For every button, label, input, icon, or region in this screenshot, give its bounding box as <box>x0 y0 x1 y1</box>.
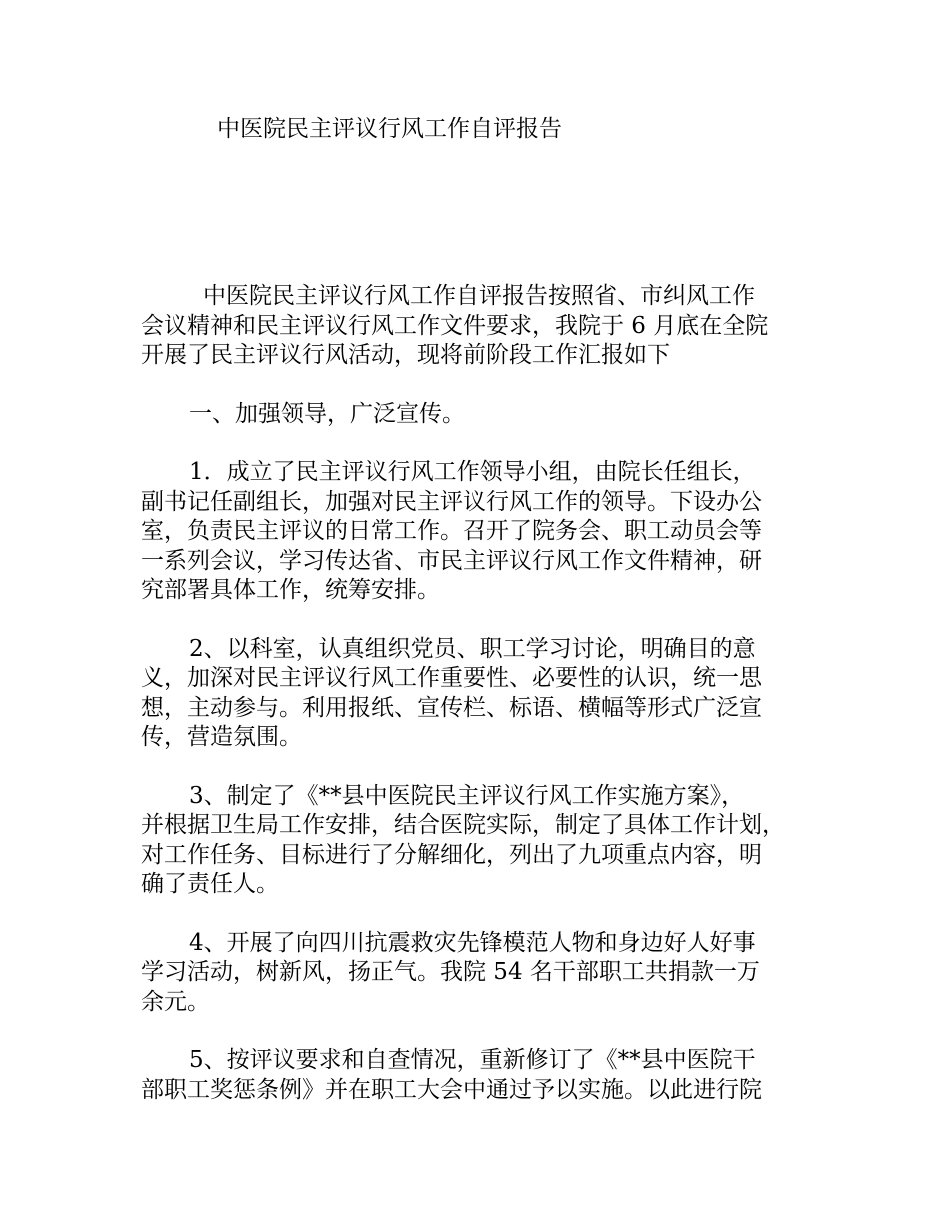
section-heading <box>141 400 841 430</box>
paragraph-line: 开展了民主评议行风活动，现将前阶段工作汇报如下 <box>141 342 670 368</box>
paragraph-line: 1．成立了民主评议行风工作领导小组，由院长任组长， <box>189 459 756 485</box>
paragraph-line: 一系列会议，学习传达省、市民主评议行风工作文件精神，研 <box>141 547 762 574</box>
paragraph-line: 究部署具体工作，统筹安排。 <box>141 577 440 603</box>
paragraph-line: 学习活动，树新风，扬正气。我院 54 名干部职工共捐款一万 <box>141 959 760 985</box>
paragraph-item-2 <box>141 635 841 753</box>
paragraph-line: 义，加深对民主评议行风工作重要性、必要性的认识，统一思 <box>141 665 762 691</box>
paragraph-item-4 <box>141 929 841 1018</box>
paragraph-line: 副书记任副组长，加强对民主评议行风工作的领导。下设办公 <box>141 488 762 515</box>
paragraph-line: 余元。 <box>141 988 210 1015</box>
paragraph-line: 传，营造氛围。 <box>141 724 302 750</box>
paragraph-line: 室，负责民主评议的日常工作。召开了院务会、职工动员会等 <box>141 518 762 544</box>
paragraph-line: 2、以科室，认真组织党员、职工学习讨论，明确目的意 <box>189 635 756 662</box>
paragraph-line: 并根据卫生局工作安排，结合医院实际，制定了具体工作计划， <box>141 812 785 838</box>
document-title: 中医院民主评议行风工作自评报告 <box>217 116 562 142</box>
paragraph-line: 中医院民主评议行风工作自评报告按照省、市纠风工作 <box>203 283 755 309</box>
paragraph-line: 5、按评议要求和自查情况，重新修订了《**县中医院干 <box>189 1047 756 1073</box>
paragraph-item-3 <box>141 782 841 900</box>
paragraph-line: 想，主动参与。利用报纸、宣传栏、标语、横幅等形式广泛宣 <box>141 694 762 721</box>
paragraph-line: 对工作任务、目标进行了分解细化，列出了九项重点内容，明 <box>141 841 762 868</box>
paragraph-item-1 <box>141 458 841 606</box>
paragraph-intro <box>141 282 841 371</box>
paragraph-line: 3、制定了《**县中医院民主评议行风工作实施方案》， <box>189 782 745 809</box>
paragraph-line: 4、开展了向四川抗震救灾先锋模范人物和身边好人好事 <box>189 929 756 956</box>
document-body <box>141 282 841 1134</box>
paragraph-line: 一、加强领导，广泛宣传。 <box>189 400 465 427</box>
paragraph-line: 部职工奖惩条例》并在职工大会中通过予以实施。以此进行院 <box>141 1076 762 1103</box>
paragraph-item-5 <box>141 1046 841 1105</box>
paragraph-line: 会议精神和民主评议行风工作文件要求，我院于 6 月底在全院 <box>141 312 769 339</box>
paragraph-line: 确了责任人。 <box>141 871 279 897</box>
